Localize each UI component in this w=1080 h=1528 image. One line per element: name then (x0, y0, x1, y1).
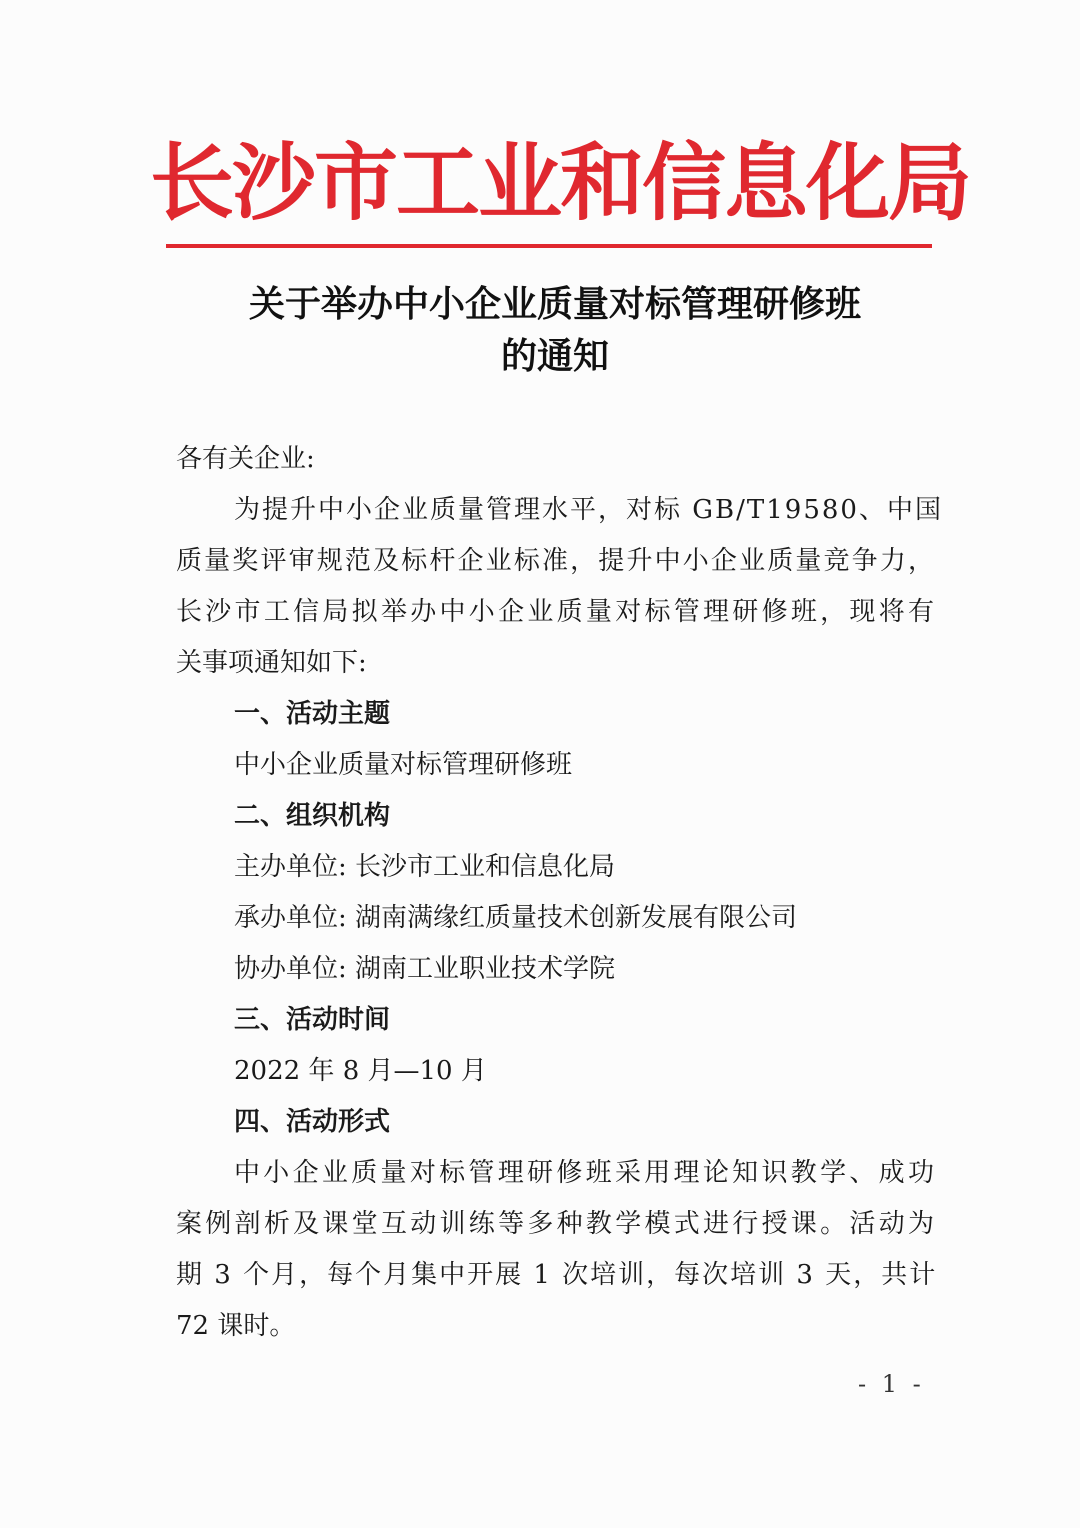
section-1-heading: 一、活动主题 (234, 699, 391, 729)
title-line-2: 的通知 (500, 335, 609, 377)
organizer-unit: 承办单位: 湖南满缘红质量技术创新发展有限公司 (234, 903, 798, 933)
section-4-line-3: 期 3 个月，每个月集中开展 1 次培训，每次培训 3 天，共计 (176, 1260, 938, 1290)
section-4-line-2: 案例剖析及课堂互动训练等多种教学模式进行授课。活动为 (176, 1209, 936, 1239)
intro-line-1: 为提升中小企业质量管理水平，对标 GB/T19580、中国 (234, 495, 943, 525)
section-3-content: 2022 年 8 月—10 月 (234, 1056, 487, 1086)
section-4-line-4: 72 课时。 (176, 1311, 296, 1341)
red-header-rule (166, 244, 932, 248)
intro-line-2: 质量奖评审规范及标杆企业标准，提升中小企业质量竞争力， (176, 546, 936, 576)
section-4-heading: 四、活动形式 (234, 1107, 391, 1137)
issuer-header: 长沙市工业和信息化局 (150, 133, 971, 232)
page-number: - 1 - (858, 1370, 925, 1398)
co-organizer-unit: 协办单位: 湖南工业职业技术学院 (234, 954, 616, 984)
section-2-heading: 二、组织机构 (234, 801, 391, 831)
section-1-content: 中小企业质量对标管理研修班 (234, 750, 573, 780)
host-unit: 主办单位: 长沙市工业和信息化局 (234, 852, 616, 882)
intro-line-4: 关事项通知如下: (176, 648, 367, 678)
section-3-heading: 三、活动时间 (234, 1005, 391, 1035)
document-body (176, 434, 943, 1352)
title-line-1: 关于举办中小企业质量对标管理研修班 (248, 283, 861, 325)
intro-line-3: 长沙市工信局拟举办中小企业质量对标管理研修班，现将有 (176, 597, 936, 627)
salutation: 各有关企业: (176, 444, 315, 474)
section-4-line-1: 中小企业质量对标管理研修班采用理论知识教学、成功 (234, 1158, 936, 1188)
document-title (150, 278, 960, 382)
